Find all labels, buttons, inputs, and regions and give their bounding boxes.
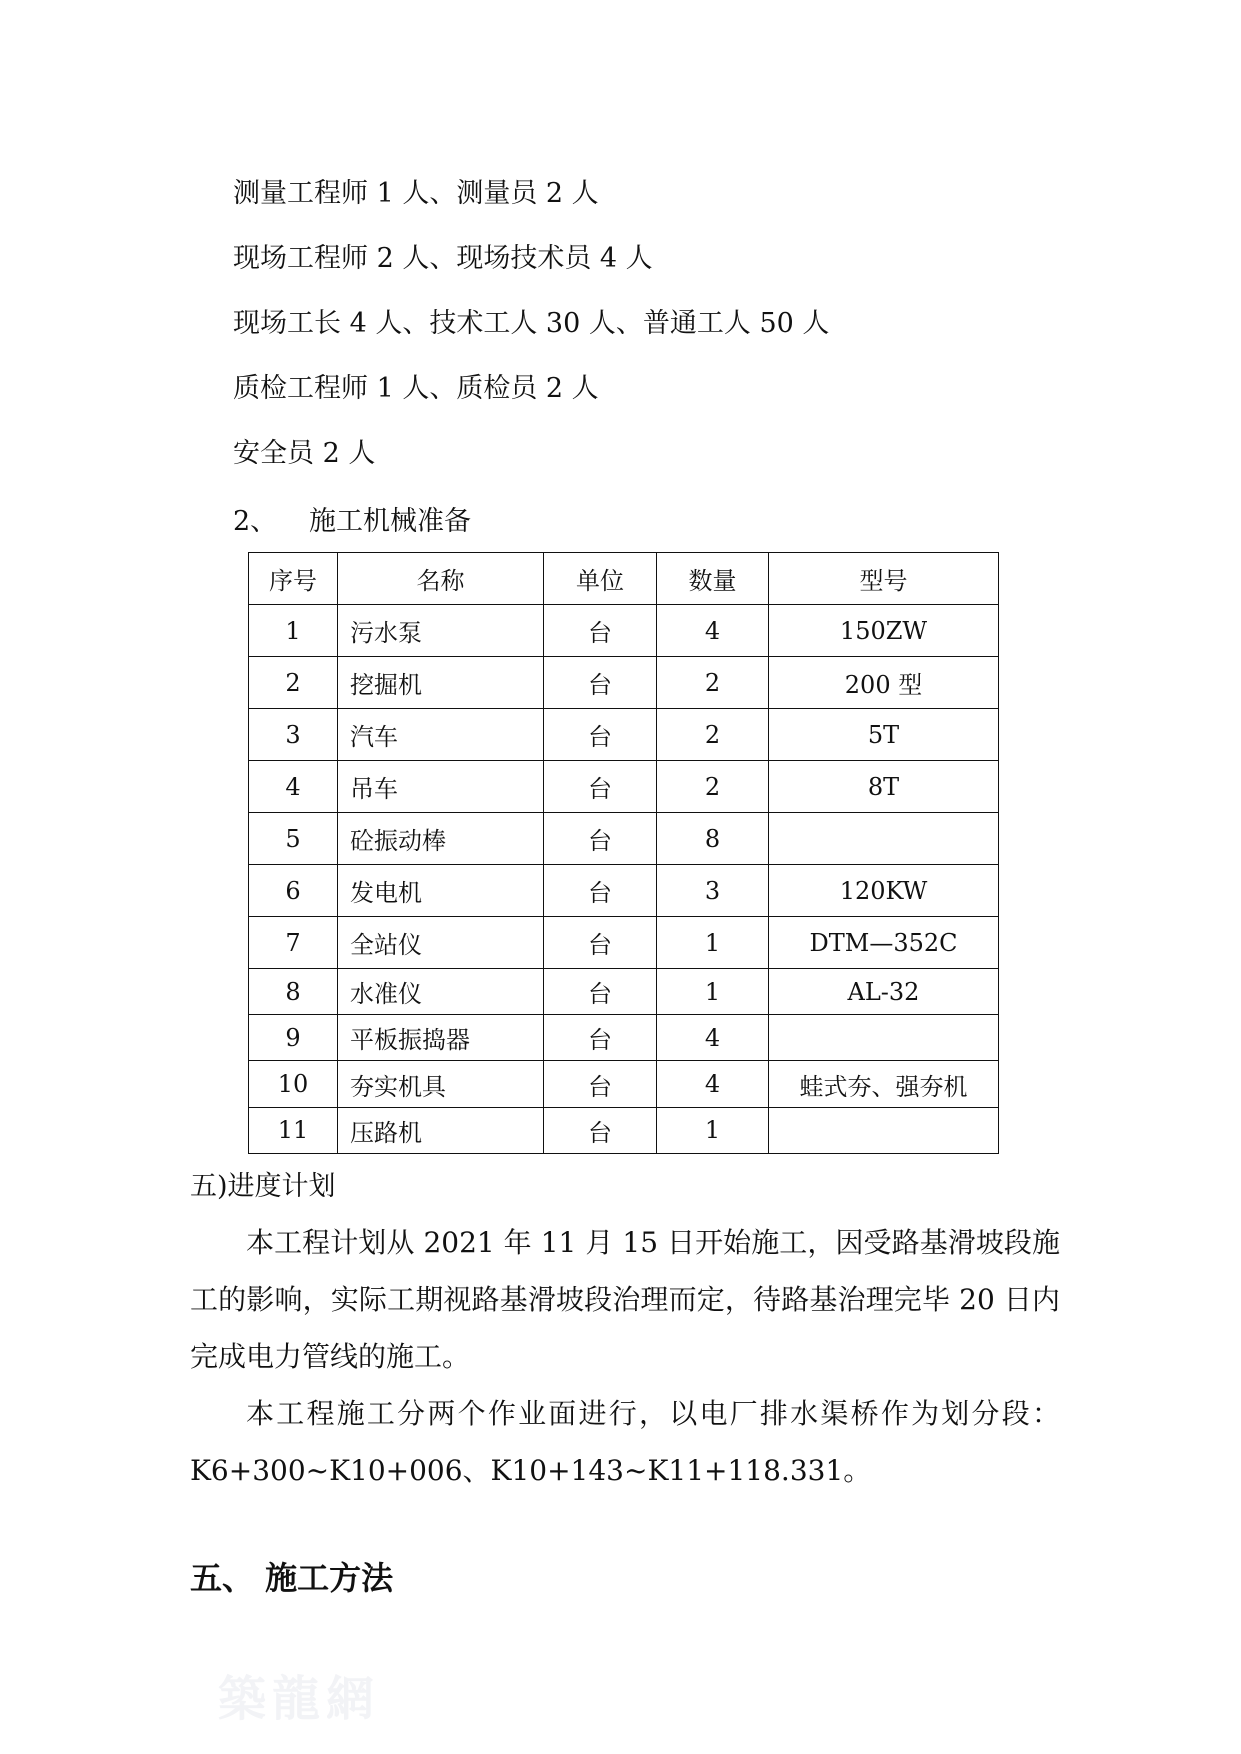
table-row <box>249 865 999 917</box>
cell-unit: 台 <box>544 761 657 813</box>
cell-model: 8T <box>769 761 999 813</box>
cell-name: 汽车 <box>338 709 544 761</box>
cell-model: AL-32 <box>769 969 999 1015</box>
cell-index: 9 <box>249 1015 338 1061</box>
schedule-heading: 五)进度计划 <box>190 1171 336 1202</box>
staffing-line-site-engineers: 现场工程师 2 人、现场技术员 4 人 <box>233 243 653 274</box>
cell-model: 150ZW <box>769 605 999 657</box>
cell-quantity: 2 <box>657 657 769 709</box>
cell-model: 5T <box>769 709 999 761</box>
cell-name: 压路机 <box>338 1107 544 1153</box>
staffing-line-workers: 现场工长 4 人、技术工人 30 人、普通工人 50 人 <box>233 308 830 339</box>
cell-model: 蛙式夯、强夯机 <box>769 1061 999 1108</box>
watermark-logo: 築龍網 <box>218 1671 381 1727</box>
equipment-table-body <box>249 605 999 1154</box>
cell-name: 水准仪 <box>338 969 544 1015</box>
header-model: 型号 <box>769 553 999 605</box>
machinery-section-heading <box>233 505 471 539</box>
cell-unit: 台 <box>544 865 657 917</box>
cell-unit: 台 <box>544 813 657 865</box>
equipment-table <box>248 552 999 1154</box>
schedule-paragraph-1: 本工程计划从 2021 年 11 月 15 日开始施工，因受路基滑坡段施工的影响，实际工期视路基滑坡段治理而定，待路基治理完毕 20 日内完成电力管线的施工。 <box>190 1226 1060 1373</box>
table-row <box>249 761 999 813</box>
cell-unit: 台 <box>544 917 657 969</box>
cell-index: 10 <box>249 1061 338 1108</box>
cell-unit: 台 <box>544 1015 657 1061</box>
cell-index: 4 <box>249 761 338 813</box>
cell-unit: 台 <box>544 657 657 709</box>
cell-index: 5 <box>249 813 338 865</box>
staffing-line-quality: 质检工程师 1 人、质检员 2 人 <box>233 373 599 404</box>
cell-unit: 台 <box>544 605 657 657</box>
table-row <box>249 1107 999 1153</box>
cell-quantity: 2 <box>657 709 769 761</box>
section-number: 2、 <box>233 506 278 537</box>
cell-unit: 台 <box>544 709 657 761</box>
staffing-line-surveyors: 测量工程师 1 人、测量员 2 人 <box>233 178 599 209</box>
cell-index: 6 <box>249 865 338 917</box>
cell-name: 污水泵 <box>338 605 544 657</box>
header-name: 名称 <box>338 553 544 605</box>
cell-model <box>769 813 999 865</box>
cell-index: 3 <box>249 709 338 761</box>
table-row <box>249 657 999 709</box>
cell-quantity: 1 <box>657 1107 769 1153</box>
schedule-paragraph-2: 本工程施工分两个作业面进行，以电厂排水渠桥作为划分段：K6+300~K10+006、K10+143~K11+118.331。 <box>190 1397 1060 1487</box>
cell-name: 发电机 <box>338 865 544 917</box>
table-row <box>249 813 999 865</box>
cell-name: 吊车 <box>338 761 544 813</box>
table-row <box>249 917 999 969</box>
cell-model: 200 型 <box>769 657 999 709</box>
cell-quantity: 8 <box>657 813 769 865</box>
chapter-heading: 五、 施工方法 <box>190 1559 394 1597</box>
cell-index: 7 <box>249 917 338 969</box>
cell-unit: 台 <box>544 1061 657 1108</box>
cell-model: 120KW <box>769 865 999 917</box>
cell-quantity: 1 <box>657 969 769 1015</box>
table-header-row <box>249 553 999 605</box>
staffing-line-safety: 安全员 2 人 <box>233 438 376 469</box>
cell-quantity: 4 <box>657 1061 769 1108</box>
cell-index: 8 <box>249 969 338 1015</box>
header-quantity: 数量 <box>657 553 769 605</box>
header-unit: 单位 <box>544 553 657 605</box>
table-row <box>249 709 999 761</box>
cell-index: 2 <box>249 657 338 709</box>
cell-model <box>769 1015 999 1061</box>
cell-model: DTM—352C <box>769 917 999 969</box>
cell-name: 全站仪 <box>338 917 544 969</box>
table-row <box>249 969 999 1015</box>
cell-name: 平板振捣器 <box>338 1015 544 1061</box>
cell-model <box>769 1107 999 1153</box>
cell-quantity: 4 <box>657 1015 769 1061</box>
cell-unit: 台 <box>544 1107 657 1153</box>
header-index: 序号 <box>249 553 338 605</box>
cell-name: 挖掘机 <box>338 657 544 709</box>
cell-index: 1 <box>249 605 338 657</box>
section-title: 施工机械准备 <box>309 506 471 537</box>
cell-quantity: 3 <box>657 865 769 917</box>
cell-quantity: 1 <box>657 917 769 969</box>
cell-name: 砼振动棒 <box>338 813 544 865</box>
cell-quantity: 2 <box>657 761 769 813</box>
cell-name: 夯实机具 <box>338 1061 544 1108</box>
table-row <box>249 605 999 657</box>
cell-unit: 台 <box>544 969 657 1015</box>
cell-quantity: 4 <box>657 605 769 657</box>
table-row <box>249 1061 999 1108</box>
table-row <box>249 1015 999 1061</box>
cell-index: 11 <box>249 1107 338 1153</box>
